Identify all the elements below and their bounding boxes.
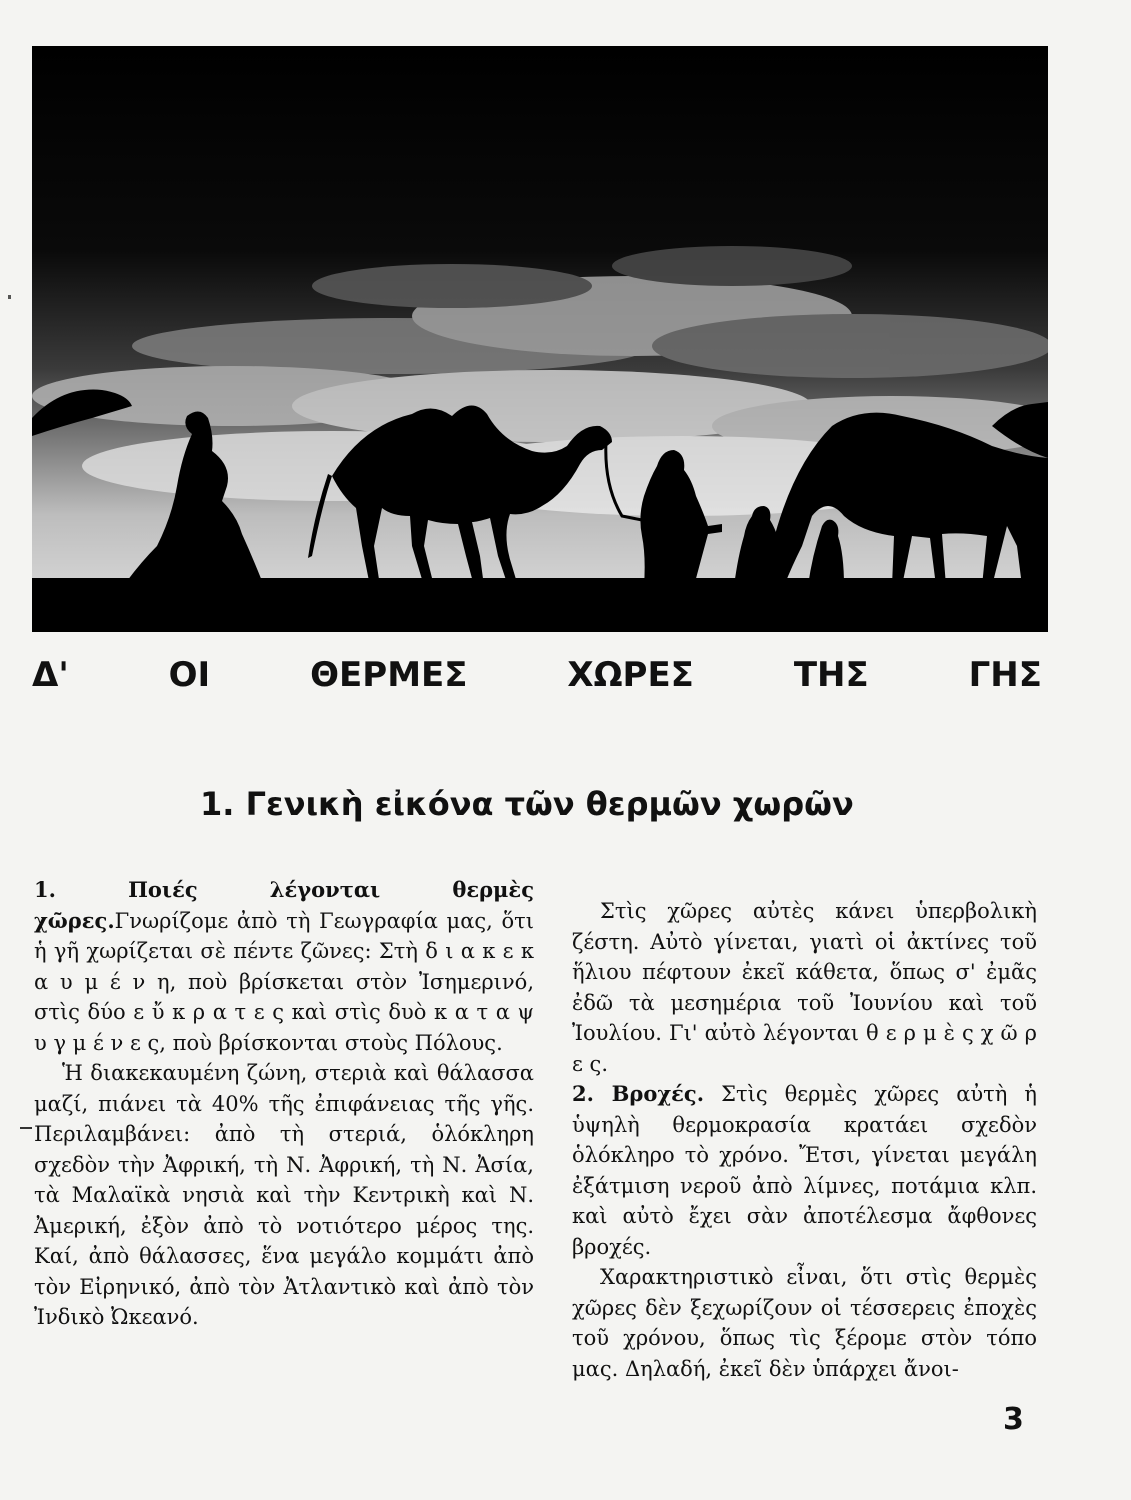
chapter-word: ΤΗΣ [793,655,869,695]
desert-caravan-photo [32,46,1048,632]
paragraph: Ἡ διακεκαυμένη ζώνη, στεριὰ καὶ θάλασσα μαζί, πιάνει τὰ 40% τῆς ἐπιφάνειας τῆς γῆς. Περιλαμβάνει: ἀπὸ τὴ στεριά, ὁλόκληρη σχεδὸν τὴν Ἀφρική, τὴ Ν. Ἀφρική, τὴ Ν. Ἀσία, τὰ Μαλαϊκὰ νησιὰ καὶ τὴν Κεντρικὴ καὶ Ν. Ἀμερική, ἐξὸν ἀπὸ τὸ νοτιότερο μέρος της. Καί, ἀπὸ θάλασσες, ἕνα μεγάλο κομμάτι ἀπὸ τὸν Εἰρηνικό, ἀπὸ τὸν Ἀτλαντικὸ καὶ ἀπὸ τὸν Ἰνδικὸ Ὠκεανό. [34,1061,534,1329]
paragraph: Χαρακτηριστικὸ εἶναι, ὅτι στὶς θερμὲς χῶρες δὲν ξεχωρίζουν οἱ τέσσερεις ἐποχὲς τοῦ χρόνου, ὅπως τὶς ξέρομε στὸν τόπο μας. Δηλαδή, ἐκεῖ δὲν ὑπάρχει ἄνοι- [572,1265,1037,1381]
paragraph-text: Στὶς θερμὲς χῶρες αὐτὴ ἡ ὑψηλὴ θερμοκρασία κρατάει σχεδὸν ὁλόκληρο τὸ χρόνο. Ἔτσι, γίνεται μεγάλη ἐξάτμιση νεροῦ ἀπὸ λίμνες, ποτάμια κλπ. καὶ αὐτὸ ἔχει σὰν ἀποτέλεσμα ἄφθονες βροχές. [572,1082,1037,1259]
paragraph: Στὶς χῶρες αὐτὲς κάνει ὑπερβολικὴ ζέστη. Αὐτὸ γίνεται, γιατὶ οἱ ἀκτίνες τοῦ ἥλιου πέφτουν ἐκεῖ κάθετα, ὅπως σ' ἐμᾶς ἐδῶ τὰ μεσημέρια τοῦ Ἰουνίου καὶ τοῦ Ἰουλίου. Γι' αὐτὸ λέγονται θ ε ρ μ ὲ ς χ ῶ ρ ε ς. [572,899,1037,1076]
run-in-heading: 1. Ποιές λέγονται θερμὲς χῶρες. [34,877,534,933]
chapter-word: ΧΩΡΕΣ [567,655,694,695]
ground [32,578,1048,632]
run-in-heading: 2. Βροχές. [572,1081,705,1106]
paragraph [572,1079,1037,1262]
chapter-word: ΘΕΡΜΕΣ [310,655,468,695]
chapter-title [32,650,1042,700]
right-column [572,896,1037,1384]
paragraph-text: Γνωρίζομε ἀπὸ τὴ Γεωγραφία μας, ὅτι ἡ γῆ χωρίζεται σὲ πέντε ζῶνες: Στὴ δ ι α κ ε κ α υ μ έ ν η, ποὺ βρίσκεται στὸν Ἰσημερινό, στὶς δύο ε ὔ κ ρ α τ ε ς καὶ στὶς δυὸ κ α τ α ψ υ γ μ έ ν ε ς, ποὺ βρίσκονται στοὺς Πόλους. [34,908,534,1055]
chapter-word: ΟΙ [168,655,211,695]
paragraph [34,875,534,1058]
page-number: 3 [1003,1402,1024,1437]
left-column [34,875,534,1333]
chapter-word: Δ' [32,655,69,695]
chapter-word: ΓΗΣ [968,655,1042,695]
margin-dash [20,1127,32,1129]
section-heading: 1. Γενικὴ εἰκόνα τῶν θερμῶν χωρῶν [200,785,854,823]
margin-speck [8,295,11,299]
